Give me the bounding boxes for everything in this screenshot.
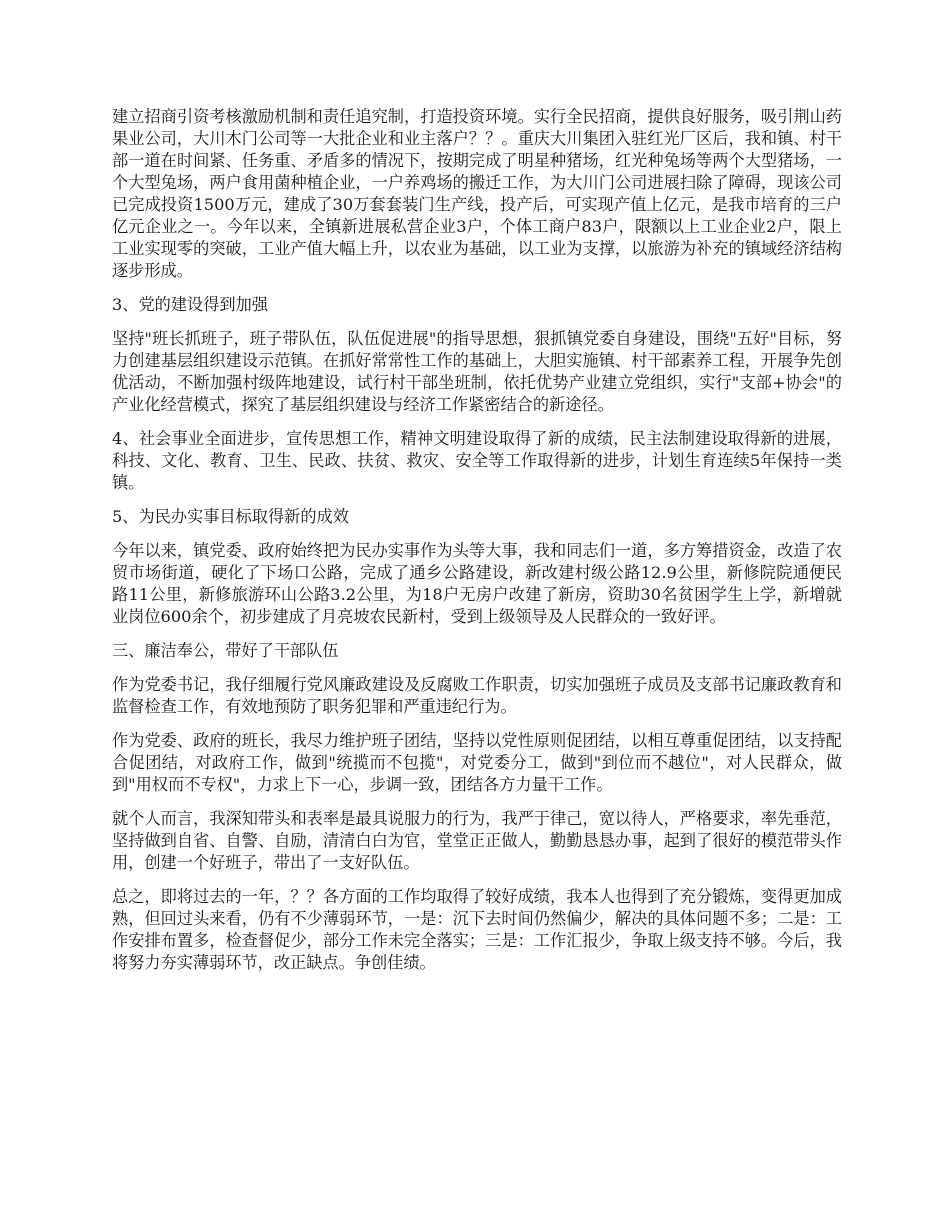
paragraph-social-progress: 4、社会事业全面进步，宣传思想工作，精神文明建设取得了新的成绩，民主法制建设取得新的进展，科技、文化、教育、卫生、民政、扶贫、救灾、安全等工作取得新的进步，计划生育连续5年保持一类镇。 [112, 429, 842, 492]
heading-party-building: 3、党的建设得到加强 [112, 295, 268, 314]
heading-integrity: 三、廉洁奉公，带好了干部队伍 [112, 641, 339, 660]
paragraph-team-unity: 作为党委、政府的班长，我尽力维护班子团结，坚持以党性原则促团结，以相互尊重促团结，以支持配合促团结，对政府工作，做到"统揽而不包揽"，对党委分工，做到"到位而不越位"，对人民群众，做到"用权而不专权"，力求上下一心，步调一致，团结各方力量干工作。 [112, 731, 842, 794]
paragraph-party-secretary: 作为党委书记，我仔细履行党风廉政建设及反腐败工作职责，切实加强班子成员及支部书记廉政教育和监督检查工作，有效地预防了职务犯罪和严重违纪行为。 [112, 675, 842, 716]
paragraph-public-service: 今年以来，镇党委、政府始终把为民办实事作为头等大事，我和同志们一道，多方筹措资金，改造了农贸市场街道，硬化了下场口公路，完成了通乡公路建设，新改建村级公路12.9公里，新修院院通便民路11公里，新修旅游环山公路3.2公里，为18户无房户改建了新房，资助30名贫困学生上学，新增就业岗位600余个，初步建成了月亮坡农民新村，受到上级领导及人民群众的一致好评。 [112, 541, 842, 626]
paragraph-investment: 建立招商引资考核激励机制和责任追究制，打造投资环境。实行全民招商，提供良好服务，吸引荆山药果业公司，大川木门公司等一大批企业和业主落户？？。重庆大川集团入驻红光厂区后，我和镇、村干部一道在时间紧、任务重、矛盾多的情况下，按期完成了明星种猪场，红光种兔场等两个大型猪场，一个大型兔场，两户食用菌种植企业，一户养鸡场的搬迁工作，为大川门公司进展扫除了障碍，现该公司已完成投资1500万元，建成了30万套套装门生产线，投产后，可实现产值上亿元，是我市培育的三户亿元企业之一。今年以来，全镇新进展私营企业3户，个体工商户83户，限额以上工业企业2户，限上工业实现零的突破，工业产值大幅上升，以农业为基础，以工业为支撑，以旅游为补充的镇域经济结构逐步形成。 [112, 107, 842, 280]
paragraph-summary: 总之，即将过去的一年，？？各方面的工作均取得了较好成绩，我本人也得到了充分锻炼，变得更加成熟，但回过头来看，仍有不少薄弱环节，一是：沉下去时间仍然偏少，解决的具体问题不多；二是：工作安排布置多，检查督促少，部分工作未完全落实；三是：工作汇报少，争取上级支持不够。今后，我将努力夯实薄弱环节，改正缺点。争创佳绩。 [112, 887, 842, 972]
paragraph-personal-example: 就个人而言，我深知带头和表率是最具说服力的行为，我严于律己，宽以待人，严格要求，率先垂范，坚持做到自省、自警、自励，清清白白为官，堂堂正正做人，勤勤恳恳办事，起到了很好的模范带头作用，创建一个好班子，带出了一支好队伍。 [112, 809, 842, 872]
paragraph-party-building: 坚持"班长抓班子，班子带队伍，队伍促进展"的指导思想，狠抓镇党委自身建设，围绕"五好"目标，努力创建基层组织建设示范镇。在抓好常常性工作的基础上，大胆实施镇、村干部素养工程，开展争先创优活动，不断加强村级阵地建设，试行村干部坐班制，依托优势产业建立党组织，实行"支部+协会"的产业化经营模式，探究了基层组织建设与经济工作紧密结合的新途径。 [112, 329, 842, 414]
document-body [112, 106, 842, 986]
heading-public-service: 5、为民办实事目标取得新的成效 [112, 507, 349, 526]
